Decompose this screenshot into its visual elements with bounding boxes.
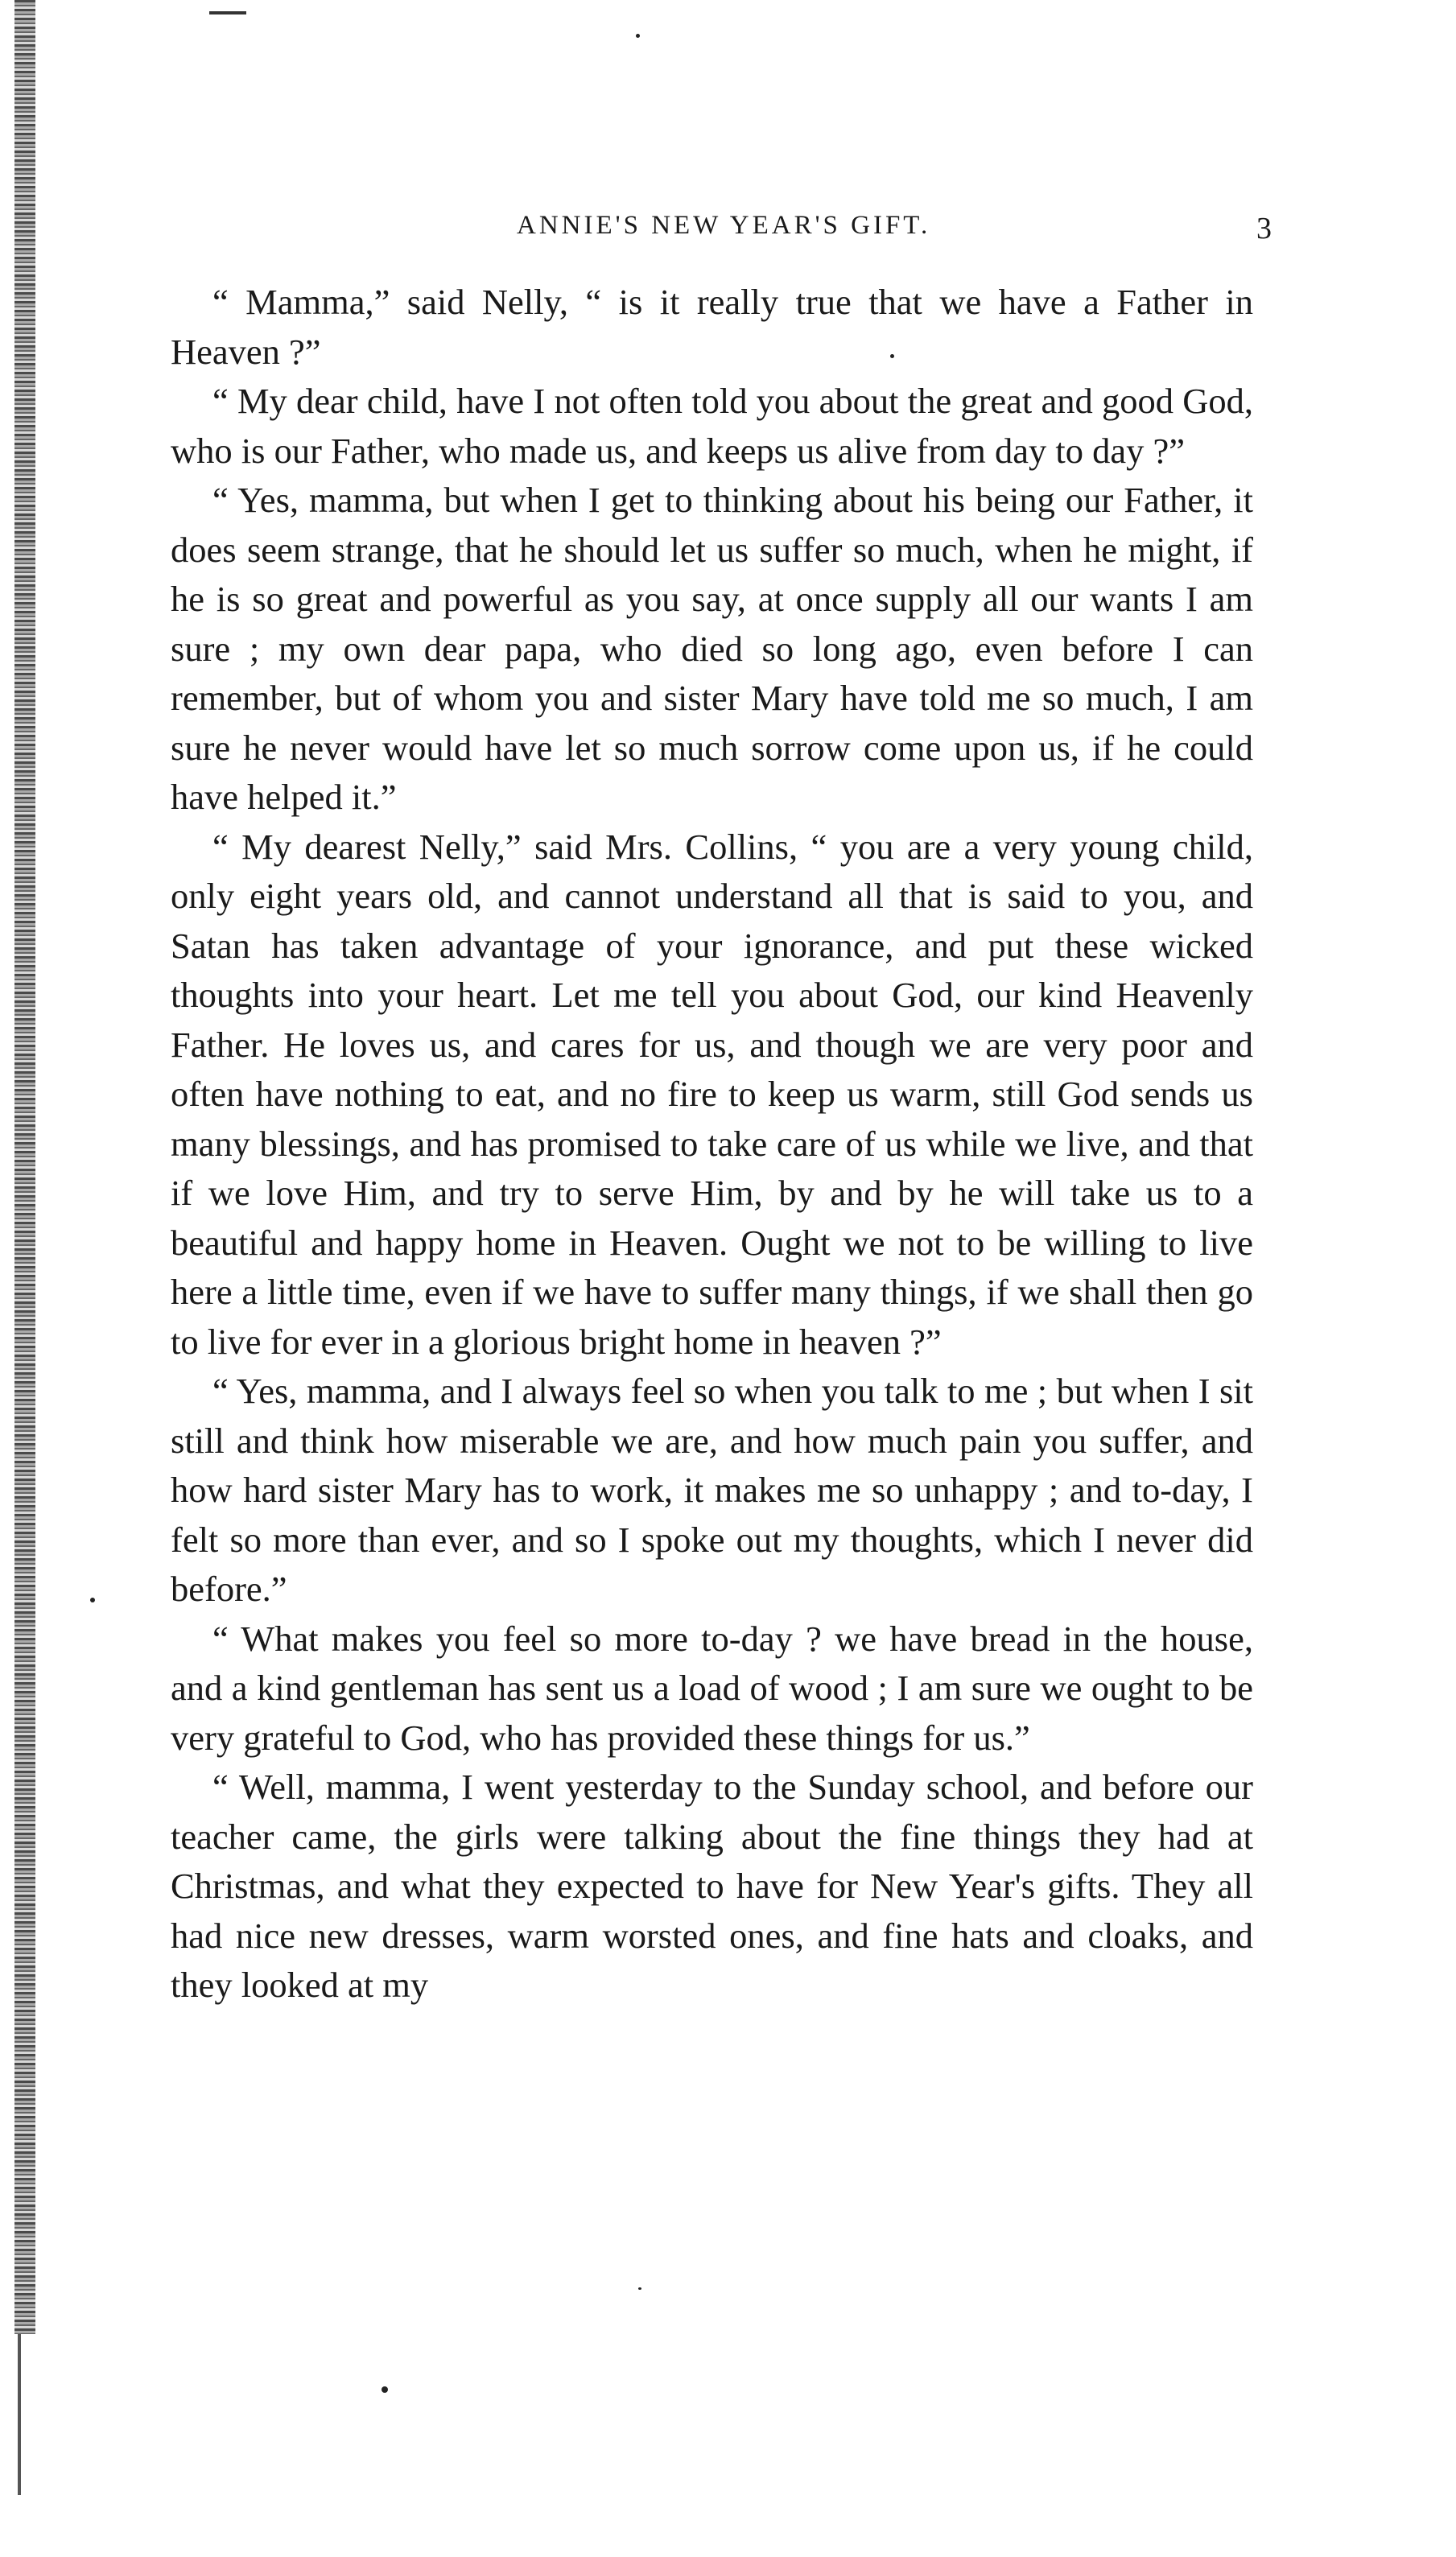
book-spine-edge xyxy=(14,0,35,2334)
scan-speck xyxy=(636,34,640,38)
paragraph: “ What makes you feel so more to-day ? we have bread in the house, and a kind gentleman has sent us a load of wood ; I am sure we ought to be very grateful to God, who has provided these things for us.” xyxy=(171,1618,1253,1758)
paragraph: “ Mamma,” said Nelly, “ is it really true that we have a Father in Heaven ?” xyxy=(171,282,1253,372)
paragraph: “ My dearest Nelly,” said Mrs. Collins, “ you are a very young child, only eight years old, and cannot understand all that is said to you, and Satan has taken advantage of your ignorance, and put these wicked thoughts into your heart. Let me tell you about God, our kind Heavenly Father. He loves us, and cares for us, and though we are very poor and often have nothing to eat, and no fire to keep us warm, still God sends us many blessings, and has promised to take care of us while we live, and that if we love Him, and try to serve Him, by and by he will take us to a beautiful and happy home in Heaven. Ought we not to be willing to live here a little time, even if we have to suffer many things, if we shall then go to live for ever in a glorious bright home in heaven ?” xyxy=(171,826,1253,1362)
running-title: ANNIE'S NEW YEAR'S GIFT. xyxy=(517,211,931,240)
page-number: 3 xyxy=(1256,212,1272,245)
paragraph: “ My dear child, have I not often told you about the great and good God, who is our Father, who made us, and keeps us alive from day to day ?” xyxy=(171,381,1253,471)
scan-mark xyxy=(209,11,246,14)
body-text xyxy=(171,278,1253,2011)
paragraph: “ Well, mamma, I went yesterday to the Sunday school, and before our teacher came, the girls were talking about the fine things they had at Christmas, and what they expected to have for New Year's gifts. They all had nice new dresses, warm worsted ones, and fine hats and cloaks, and they looked at my xyxy=(171,1767,1253,2005)
scan-speck xyxy=(382,2386,388,2393)
paragraph: “ Yes, mamma, but when I get to thinking about his being our Father, it does seem strange, that he should let us suffer so much, when he might, if he is so great and powerful as you say, at once supply all our wants I am sure ; my own dear papa, who died so long ago, even before I can remember, but of whom you and sister Mary have told me so much, I am sure he never would have let so much sorrow come upon us, if he could have helped it.” xyxy=(171,480,1253,817)
scan-speck xyxy=(638,2287,641,2290)
paragraph: “ Yes, mamma, and I always feel so when you talk to me ; but when I sit still and think how miserable we are, and how much pain you suffer, and how hard sister Mary has to work, it makes me so unhappy ; and to-day, I felt so more than ever, and so I spoke out my thoughts, which I never did before.” xyxy=(171,1371,1253,1609)
page-header xyxy=(169,211,1272,259)
book-spine-edge-lower xyxy=(18,2334,21,2495)
scan-speck xyxy=(90,1598,95,1602)
